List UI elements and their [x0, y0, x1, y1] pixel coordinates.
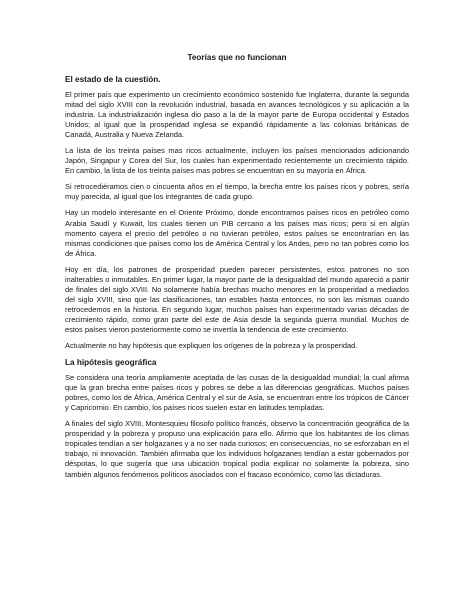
paragraph: El primer país que experimento un crecimiento económico sostenido fue Inglaterra, durante la segunda mitad del siglo XVIII con la revolución industrial, basada en avances tecnológicos y su aplicación a la industria. La industrialización inglesa dio paso a la de la mayor parte de Europa occidental y Estados Unidos; al igual que la prosperidad inglesa se expandió rápidamente a las colonias británicas de Canadá, Australia y Nueva Zelanda. [65, 90, 409, 140]
section-hipotesis-geografica [65, 357, 409, 479]
section-estado-de-la-cuestion [65, 74, 409, 351]
paragraph: Actualmente no hay hipótesis que expliquen los orígenes de la pobreza y la prosperidad. [65, 341, 358, 351]
paragraph: Hoy en día, los patrones de prosperidad pueden parecer persistentes, estos patrones no son inalterables o inmutables. En primer lugar, la mayor parte de la desigualdad del mundo apareció a partir de finales del siglo XVIII. No solamente había brechas mucho menores en la prosperidad a mediados del siglo XVIII, sino que las clasificaciones, tan estables hasta entonces, no son las mismas cuando retrocedemos en la historia. En segundo lugar, muchos países han experimentado varias décadas de crecimiento rápido, como gran parte del este de Asia desde la segunda guerra mundial. Muchos de estos países vieron posteriormente como se invertía la tendencia de este crecimiento. [65, 264, 409, 334]
paragraph: A finales del siglo XVIII, Montesquieu filosofo político francés, observo la concentración geográfica de la prosperidad y la pobreza y propuso una explicación para ello. Afirmo que los habitantes de los climas tropicales tendían a ser holgazanes y a no ser nada curiosos; en consecuencias, no se esforzaban en el trabajo, ni innovación. También afirmaba que los individuos holgazanes tendían a estar gobernados por déspotas, lo que sugería que una ubicación tropical podía explicar no solamente la pobreza, sino también algunos fenómenos políticos asociados con el fracaso económico, como las dictaduras. [65, 419, 409, 479]
paragraph: La lista de los treinta países mas ricos actualmente, incluyen los países mencionados adicionando Japón, Singapur y Corea del Sur, los cuales han experimentado recientemente un crecimiento rápido. En cambio, la lista de los treinta países mas pobres se encuentran en su mayoría en África. [65, 146, 409, 176]
paragraph: Hay un modelo interesante en el Oriente Próximo, donde encontramos países ricos en petróleo como Arabia Saudí y Kuwait, los cuales tienen un PIB cercano a los países mas ricos; pero si en algún momento cayera el precio del petróleo o no tuvieran petróleo, estos países se encontrarían en las mismas condiciones que países como los de América Central y los Andes, pero no tan pobres como los de África. [65, 208, 409, 258]
section-heading: El estado de la cuestión. [65, 75, 161, 84]
document-title: Teorías que no funcionan [187, 53, 287, 62]
paragraph: Se considera una teoría ampliamente aceptada de las cusas de la desigualdad mundial; la cual afirma que la gran brecha entre países ricos y pobres se debe a las diferencias geográficas. Muchos países pobres, como los de África, América Central y el sur de Asia, se encuentran entre los trópicos de Cáncer y Capricornio. En cambio, los países ricos suelen estar en latitudes templadas. [65, 373, 409, 413]
section-heading: La hipótesis geográfica [65, 358, 157, 368]
paragraph: Si retrocediéramos cien o cincuenta años en el tiempo, la brecha entre los países ricos y pobres, sería muy parecida, al igual que los integrantes de cada grupo. [65, 182, 409, 202]
document-body [65, 52, 409, 486]
